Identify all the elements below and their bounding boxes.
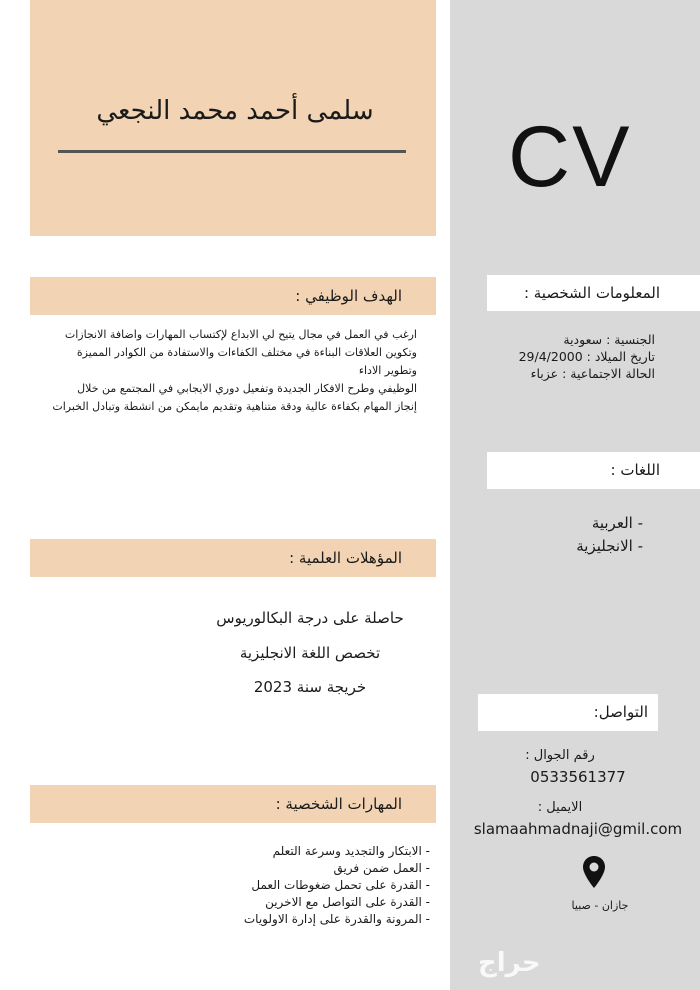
section-contact: التواصل: xyxy=(478,694,658,731)
marital-status-row xyxy=(495,365,655,382)
language-item: - الانجليزية xyxy=(495,535,643,558)
email-value: slamaahmadnaji@gmil.com xyxy=(473,820,683,838)
phone-label: رقم الجوال : xyxy=(525,748,595,763)
section-languages: اللغات : xyxy=(487,452,700,489)
languages-list xyxy=(495,512,643,558)
cv-title: CV xyxy=(508,109,632,205)
nationality-value: سعودية xyxy=(563,332,603,347)
phone-value: 0533561377 xyxy=(530,768,626,786)
skills-list xyxy=(210,843,430,928)
personal-info xyxy=(495,331,655,382)
skill-item: - القدرة على التواصل مع الاخرين xyxy=(210,894,430,911)
watermark-logo: حراج xyxy=(478,948,541,978)
person-name: سلمى أحمد محمد النجعي xyxy=(96,96,374,126)
marital-status-value: عزباء xyxy=(530,366,559,381)
marital-status-label: الحالة الاجتماعية : xyxy=(558,366,655,381)
birth-date-row xyxy=(495,348,655,365)
birth-date-label: تاريخ الميلاد : xyxy=(582,349,655,364)
section-qualifications: المؤهلات العلمية : xyxy=(30,539,436,577)
location-text: جازان - صبيا xyxy=(571,899,629,912)
language-item: - العربية xyxy=(495,512,643,535)
birth-date-value: 29/4/2000 xyxy=(518,349,583,364)
skill-item: - المرونة والقدرة على إدارة الاولويات xyxy=(210,911,430,928)
section-career-goal: الهدف الوظيفي : xyxy=(30,277,436,315)
qualification-item: حاصلة على درجة البكالوريوس xyxy=(216,609,404,627)
goal-line: الوظيفي وطرح الافكار الجديدة وتفعيل دوري الايجابي في المجتمع من خلال xyxy=(77,382,417,395)
map-pin-icon xyxy=(582,855,606,889)
email-label: الايميل : xyxy=(537,800,583,815)
nationality-row xyxy=(495,331,655,348)
goal-line: إنجاز المهام بكفاءة عالية ودقة متناهية وتقديم مايمكن من انشطة وتبادل الخبرات xyxy=(52,400,417,413)
skill-item: - القدرة على تحمل ضغوطات العمل xyxy=(210,877,430,894)
section-personal-info: المعلومات الشخصية : xyxy=(487,275,700,311)
goal-line: وتكوين العلاقات البناءة في مختلف الكفاءات والاستفادة من الكوادر المميزة وتطوير الاداء xyxy=(76,346,417,377)
section-skills: المهارات الشخصية : xyxy=(30,785,436,823)
skill-item: - الابتكار والتجديد وسرعة التعلم xyxy=(210,843,430,860)
nationality-label: الجنسية : xyxy=(602,332,655,347)
goal-line: ارغب في العمل في مجال يتيح لي الابداع لإكتساب المهارات واضافة الانجازات xyxy=(64,328,417,341)
qualification-item: تخصص اللغة الانجليزية xyxy=(239,644,381,662)
name-underline xyxy=(58,150,406,153)
career-goal-text xyxy=(42,326,417,416)
qualification-item: خريجة سنة 2023 xyxy=(253,678,367,696)
skill-item: - العمل ضمن فريق xyxy=(210,860,430,877)
